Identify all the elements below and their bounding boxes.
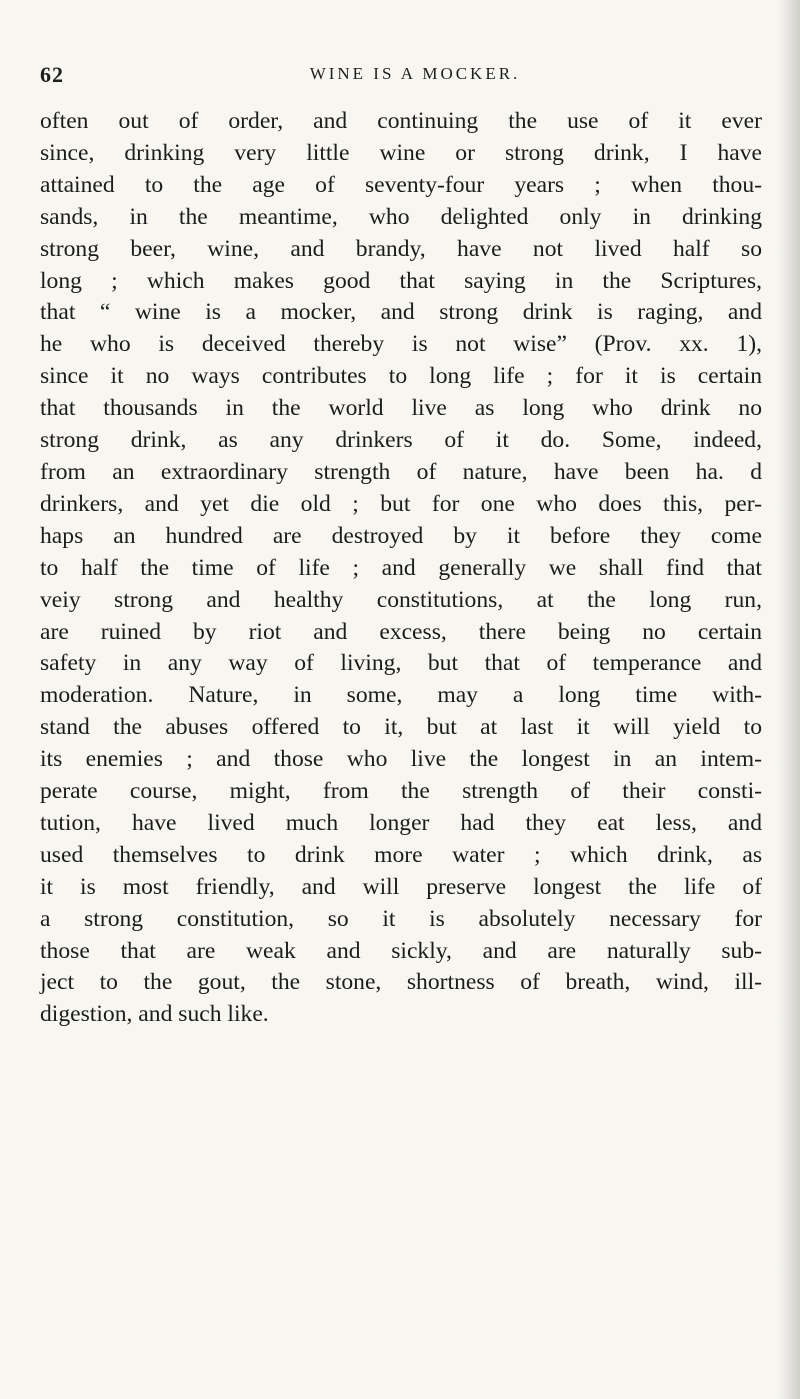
text-line: that thousands in the world live as long who drink no	[40, 395, 762, 422]
text-line: digestion, and such like.	[40, 1001, 269, 1028]
text-line: since it no ways contributes to long life ; for it is certain	[40, 363, 762, 390]
text-line: often out of order, and continuing the use of it ever	[40, 108, 762, 134]
text-line: since, drinking very little wine or strong drink, I have	[40, 139, 762, 166]
page-number: 62	[40, 62, 64, 87]
text-line: veiy strong and healthy constitutions, at the long run,	[40, 586, 762, 613]
body-paragraph	[40, 106, 762, 1031]
text-line: he who is deceived thereby is not wise” (Prov. xx. 1),	[40, 331, 762, 358]
text-line: it is most friendly, and will preserve longest the life of	[40, 873, 762, 900]
text-line: strong beer, wine, and brandy, have not lived half so	[40, 235, 762, 262]
text-line: ject to the gout, the stone, shortness of breath, wind, ill-	[40, 969, 762, 996]
text-line: haps an hundred are destroyed by it before they come	[40, 522, 762, 549]
running-head-title: WINE IS A MOCKER.	[309, 64, 521, 83]
text-line: are ruined by riot and excess, there being no certain	[40, 618, 762, 645]
text-line: safety in any way of living, but that of temperance and	[40, 650, 762, 677]
text-line: that “ wine is a mocker, and strong drink is raging, and	[40, 299, 762, 326]
text-line: used themselves to drink more water ; which drink, as	[40, 841, 762, 868]
text-line: a strong constitution, so it is absolutely necessary for	[40, 905, 762, 932]
text-line: stand the abuses offered to it, but at last it will yield to	[40, 714, 762, 741]
text-line: sands, in the meantime, who delighted only in drinking	[40, 203, 762, 230]
text-line: from an extraordinary strength of nature, have been ha. d	[40, 458, 762, 485]
text-line: strong drink, as any drinkers of it do. Some, indeed,	[40, 427, 762, 454]
text-line: its enemies ; and those who live the longest in an intem-	[40, 746, 762, 773]
running-head	[40, 62, 780, 92]
text-line: attained to the age of seventy-four years ; when thou-	[40, 171, 762, 198]
text-line: those that are weak and sickly, and are naturally sub-	[40, 937, 762, 964]
text-line: to half the time of life ; and generally we shall find that	[40, 554, 762, 581]
text-line: long ; which makes good that saying in the Scriptures,	[40, 267, 762, 294]
text-line: perate course, might, from the strength of their consti-	[40, 778, 762, 805]
text-line: drinkers, and yet die old ; but for one who does this, per-	[40, 490, 762, 517]
text-line: moderation. Nature, in some, may a long time with-	[40, 682, 762, 709]
text-line: tution, have lived much longer had they eat less, and	[40, 809, 762, 836]
page-edge-shadow	[778, 0, 800, 1399]
